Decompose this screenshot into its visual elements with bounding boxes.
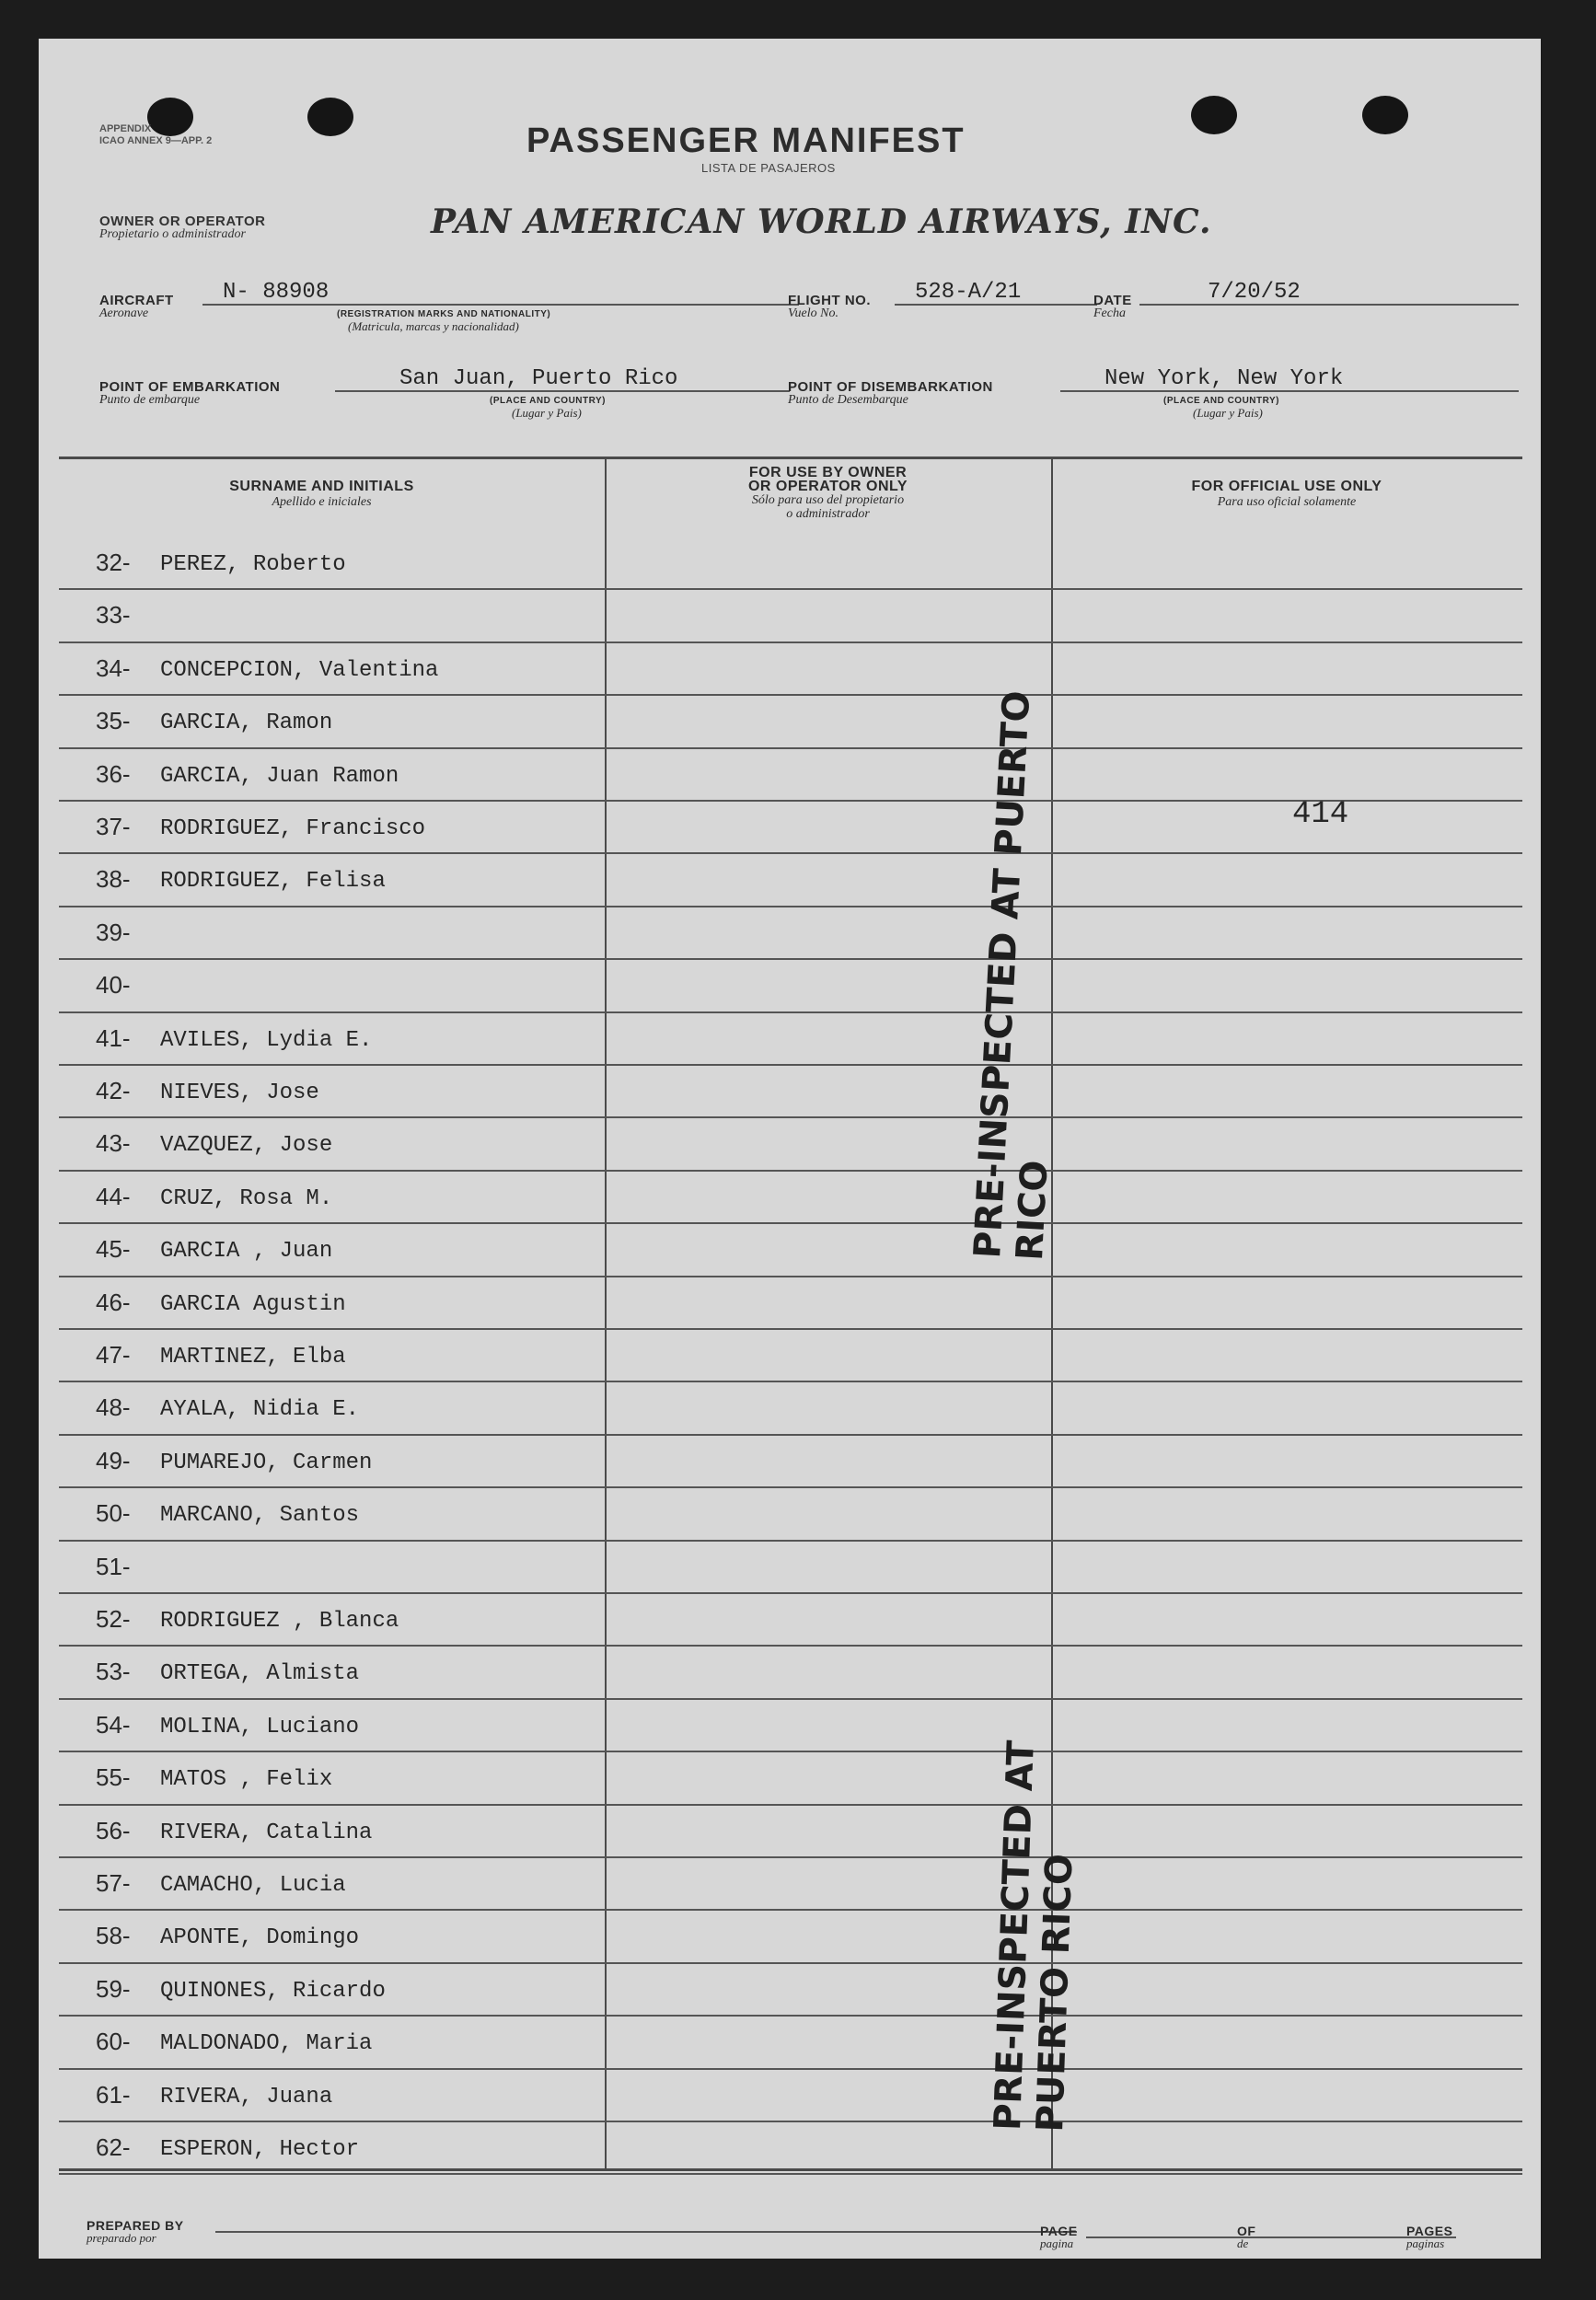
passenger-name: GARCIA, Ramon — [160, 711, 333, 736]
passenger-name: AVILES, Lydia E. — [160, 1027, 373, 1053]
row-number: 57- — [96, 1869, 131, 1897]
date-underline — [1139, 304, 1519, 306]
passenger-name: RODRIGUEZ , Blanca — [160, 1609, 399, 1634]
date-value: 7/20/52 — [1208, 280, 1301, 305]
table-row — [59, 960, 1522, 1012]
passenger-name: MARTINEZ, Elba — [160, 1345, 346, 1370]
owner-value: PAN AMERICAN WORLD AIRWAYS, INC. — [431, 202, 1212, 241]
table-top-border — [59, 457, 1522, 459]
page-subtitle: LISTA DE PASAJEROS — [701, 161, 836, 175]
row-number: 53- — [96, 1658, 131, 1686]
table-row — [59, 537, 1522, 590]
table-row — [59, 1277, 1522, 1330]
table-row — [59, 1013, 1522, 1066]
row-number: 58- — [96, 1922, 131, 1950]
pre-inspected-stamp-lower: PRE-INSPECTED AT PUERTO RICO — [987, 1739, 1081, 2133]
passenger-name: CAMACHO, Lucia — [160, 1873, 346, 1898]
disembarkation-value: New York, New York — [1104, 366, 1344, 391]
page-label: PAGE — [1040, 2224, 1078, 2238]
row-number: 39- — [96, 918, 131, 946]
row-number: 48- — [96, 1393, 131, 1422]
passenger-name: APONTE, Domingo — [160, 1925, 360, 1951]
owner-label: OWNER OR OPERATOR — [99, 214, 266, 229]
embarkation-sub: (PLACE AND COUNTRY) — [490, 396, 606, 406]
page-title: PASSENGER MANIFEST — [526, 121, 966, 160]
official-note: 414 — [1292, 797, 1349, 832]
column-header-surname-label-es: Apellido e iniciales — [272, 495, 372, 509]
passenger-name: GARCIA , Juan — [160, 1239, 333, 1265]
table-row — [59, 749, 1522, 802]
form-reference — [99, 123, 212, 147]
table-row — [59, 2122, 1522, 2175]
row-number: 61- — [96, 2080, 131, 2109]
form-ref-line2: ICAO ANNEX 9—APP. 2 — [99, 135, 213, 146]
passenger-name: VAZQUEZ, Jose — [160, 1133, 333, 1159]
passenger-name: RIVERA, Juana — [160, 2084, 333, 2109]
row-number: 47- — [96, 1341, 131, 1369]
passenger-name: PUMAREJO, Carmen — [160, 1450, 373, 1475]
table-row — [59, 1488, 1522, 1541]
flight-value: 528-A/21 — [915, 280, 1022, 305]
row-number: 59- — [96, 1974, 131, 2003]
passenger-name: ORTEGA, Almista — [160, 1661, 360, 1687]
pages-label-es: paginas — [1406, 2236, 1445, 2250]
table-row — [59, 1752, 1522, 1805]
table-row — [59, 1806, 1522, 1858]
column-header-operator-line2: OR OPERATOR ONLY — [747, 479, 908, 494]
table-row — [59, 2017, 1522, 2069]
disembarkation-label: POINT OF DISEMBARKATION — [788, 379, 993, 395]
row-number: 46- — [96, 1288, 131, 1316]
manifest-sheet — [39, 39, 1541, 2259]
of-label: OF — [1237, 2224, 1256, 2238]
table-row — [59, 1330, 1522, 1382]
passenger-name: GARCIA Agustin — [160, 1291, 346, 1317]
column-header-operator-es2: o administrador — [786, 507, 870, 521]
table-row — [59, 1594, 1522, 1647]
aircraft-value: N- 88908 — [223, 280, 330, 305]
column-header-operator-line1: FOR USE BY OWNER — [748, 465, 908, 480]
row-number: 36- — [96, 759, 131, 788]
row-number: 32- — [96, 549, 131, 576]
passenger-name: RODRIGUEZ, Felisa — [160, 869, 386, 895]
table-row — [59, 1224, 1522, 1277]
embarkation-value: San Juan, Puerto Rico — [399, 366, 678, 391]
table-row — [59, 1172, 1522, 1224]
table-row — [59, 1858, 1522, 1911]
table-row — [59, 854, 1522, 907]
row-number: 37- — [96, 813, 131, 840]
row-number: 52- — [96, 1605, 131, 1633]
passenger-name: PEREZ, Roberto — [160, 552, 346, 577]
passenger-name: MARCANO, Santos — [160, 1503, 360, 1529]
table-row — [59, 696, 1522, 748]
page-label-es: pagina — [1040, 2236, 1074, 2250]
row-number: 49- — [96, 1446, 131, 1474]
table-row — [59, 1436, 1522, 1488]
table-row — [59, 1382, 1522, 1435]
row-number: 45- — [96, 1235, 131, 1264]
aircraft-label: AIRCRAFT — [99, 293, 174, 308]
table-row — [59, 643, 1522, 696]
column-header-surname — [39, 479, 605, 510]
table-row — [59, 1911, 1522, 1963]
table-row — [59, 1964, 1522, 2017]
embarkation-sub-es: (Lugar y Pais) — [512, 406, 582, 420]
flight-label: FLIGHT NO. — [788, 293, 871, 308]
disembarkation-sub: (PLACE AND COUNTRY) — [1163, 396, 1279, 406]
date-label-es: Fecha — [1093, 306, 1126, 320]
passenger-name: RODRIGUEZ, Francisco — [160, 816, 426, 841]
row-number: 41- — [96, 1023, 131, 1052]
prepared-by-label-es: preparado por — [87, 2231, 156, 2245]
row-number: 54- — [96, 1710, 131, 1739]
row-number: 43- — [96, 1129, 131, 1158]
of-label-es: de — [1237, 2236, 1249, 2250]
passenger-name: MALDONADO, Maria — [160, 2031, 373, 2057]
column-header-operator-es1: Sólo para uso del propietario — [751, 493, 905, 507]
disembarkation-label-es: Punto de Desembarque — [788, 393, 908, 407]
aircraft-sub: (REGISTRATION MARKS AND NATIONALITY) — [337, 309, 551, 319]
row-number: 62- — [96, 2133, 131, 2161]
passenger-name: QUINONES, Ricardo — [160, 1978, 386, 2004]
passenger-name: CONCEPCION, Valentina — [160, 657, 439, 683]
passenger-name: CRUZ, Rosa M. — [160, 1185, 333, 1211]
passenger-name: GARCIA, Juan Ramon — [160, 763, 399, 789]
passenger-name: NIEVES, Jose — [160, 1081, 319, 1105]
row-number: 60- — [96, 2028, 131, 2056]
passenger-name: ESPERON, Hector — [160, 2137, 360, 2162]
passenger-name: MATOS , Felix — [160, 1767, 333, 1793]
row-number: 35- — [96, 707, 131, 735]
date-label: DATE — [1093, 293, 1132, 308]
row-number: 40- — [96, 971, 131, 1000]
table-row — [59, 1118, 1522, 1171]
disembarkation-sub-es: (Lugar y Pais) — [1193, 406, 1263, 420]
passenger-name: AYALA, Nidia E. — [160, 1397, 360, 1423]
aircraft-sub-es: (Matricula, marcas y nacionalidad) — [348, 319, 519, 333]
punch-hole — [307, 98, 353, 136]
embarkation-label-es: Punto de embarque — [99, 393, 201, 407]
flight-label-es: Vuelo No. — [788, 306, 838, 320]
column-header-operator — [605, 466, 1051, 521]
aircraft-label-es: Aeronave — [99, 306, 149, 320]
column-header-official-label-es: Para uso oficial solamente — [1217, 495, 1357, 509]
row-number: 51- — [96, 1552, 131, 1580]
passenger-name: MOLINA, Luciano — [160, 1714, 360, 1739]
column-header-official-label: FOR OFFICIAL USE ONLY — [1191, 479, 1382, 494]
column-header-official — [1051, 479, 1522, 510]
form-ref-line1: APPENDIX — [99, 123, 152, 134]
table-row — [59, 1542, 1522, 1594]
row-number: 44- — [96, 1182, 131, 1210]
punch-hole — [1191, 96, 1237, 134]
embarkation-label: POINT OF EMBARKATION — [99, 379, 281, 395]
table-row — [59, 1647, 1522, 1699]
row-number: 34- — [96, 653, 131, 682]
row-number: 33- — [96, 601, 131, 630]
pre-inspected-stamp-upper: PRE-INSPECTED AT PUERTO RICO — [966, 689, 1057, 1262]
table-row — [59, 2070, 1522, 2122]
row-number: 55- — [96, 1763, 131, 1792]
owner-label-es: Propietario o administrador — [99, 227, 246, 241]
row-number: 50- — [96, 1499, 131, 1528]
prepared-by-underline — [215, 2231, 1077, 2233]
column-header-surname-label: SURNAME AND INITIALS — [229, 479, 414, 494]
table-row — [59, 1700, 1522, 1752]
table-row — [59, 590, 1522, 642]
punch-hole — [1362, 96, 1408, 134]
passenger-name: RIVERA, Catalina — [160, 1820, 373, 1845]
row-number: 38- — [96, 865, 131, 894]
row-number: 42- — [96, 1077, 131, 1104]
table-row — [59, 907, 1522, 960]
table-row — [59, 1066, 1522, 1118]
row-number: 56- — [96, 1816, 131, 1844]
prepared-by-label: PREPARED BY — [87, 2218, 184, 2233]
pages-label: PAGES — [1406, 2224, 1453, 2238]
